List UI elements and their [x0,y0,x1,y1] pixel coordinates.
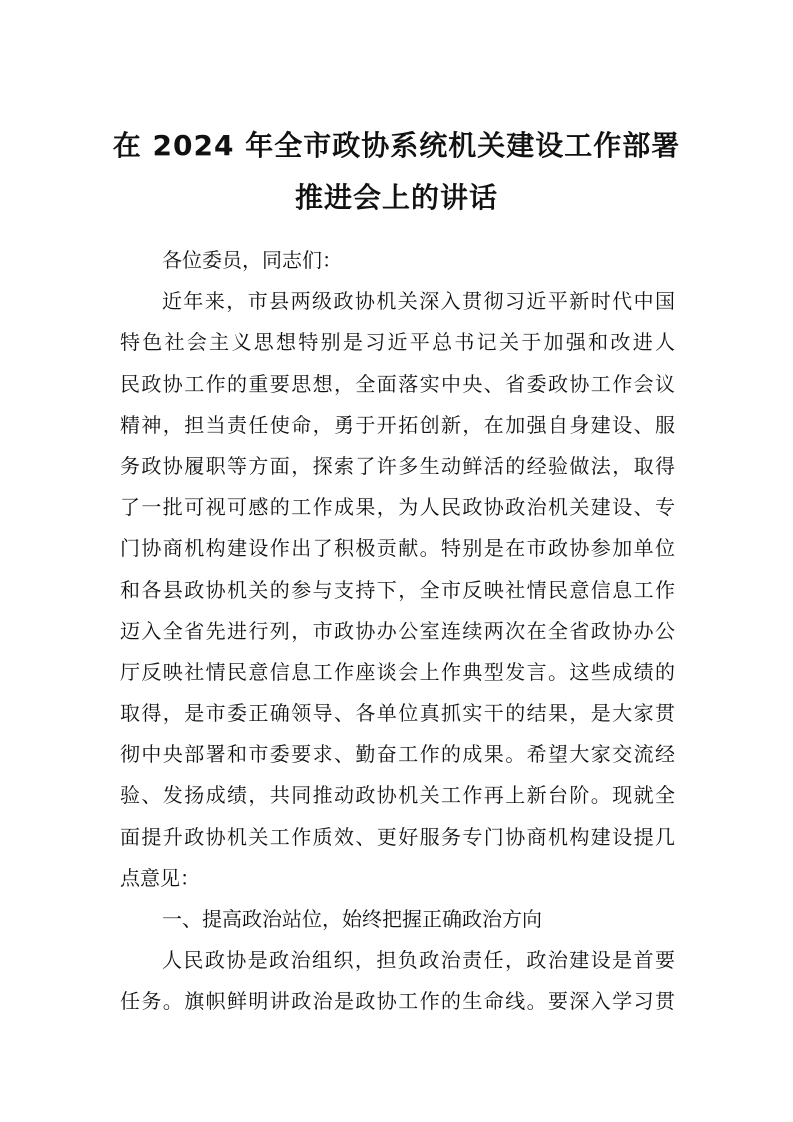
document-title [0,120,793,224]
title-line-1: 在 2024 年全市政协系统机关建设工作部署 [112,129,681,162]
title-line-2: 推进会上的讲话 [294,181,498,214]
paragraph-1-line-8: 和各县政协机关的参与支持下，全市反映社情民意信息工作 [120,577,675,602]
paragraph-1-line-2: 特色社会主义思想特别是习近平总书记关于加强和改进人 [120,330,675,355]
salutation: 各位委员，同志们： [162,248,342,272]
paragraph-2-line-1: 人民政协是政治组织，担负政治责任，政治建设是首要 [162,948,675,973]
paragraph-1-line-6: 了一批可视可感的工作成果，为人民政协政治机关建设、专 [120,495,675,520]
paragraph-1-line-10: 厅反映社情民意信息工作座谈会上作典型发言。这些成绩的 [120,659,675,684]
paragraph-1-line-3: 民政协工作的重要思想，全面落实中央、省委政协工作会议 [120,371,675,396]
paragraph-1-line-4: 精神，担当责任使命，勇于开拓创新，在加强自身建设、服 [120,412,675,437]
paragraph-1-line-13: 验、发扬成绩，共同推动政协机关工作再上新台阶。现就全 [120,783,675,808]
paragraph-1-line-1: 近年来，市县两级政协机关深入贯彻习近平新时代中国 [162,289,675,314]
paragraph-1-line-11: 取得，是市委正确领导、各单位真抓实干的结果，是大家贯 [120,701,675,726]
paragraph-1-line-5: 务政协履职等方面，探索了许多生动鲜活的经验做法，取得 [120,453,675,478]
document-body [120,240,675,1023]
section-heading-1: 一、提高政治站位，始终把握正确政治方向 [162,907,542,931]
paragraph-1-line-9: 迈入全省先进行列，市政协办公室连续两次在全省政协办公 [120,618,675,643]
paragraph-1-line-14: 面提升政协机关工作质效、更好服务专门协商机构建设提几 [120,824,675,849]
paragraph-1-line-15: 点意见： [120,865,200,890]
paragraph-1-line-12: 彻中央部署和市委要求、勤奋工作的成果。希望大家交流经 [120,742,675,767]
paragraph-2-line-2: 任务。旗帜鲜明讲政治是政协工作的生命线。要深入学习贯 [120,989,675,1014]
paragraph-1-line-7: 门协商机构建设作出了积极贡献。特别是在市政协参加单位 [120,536,675,561]
